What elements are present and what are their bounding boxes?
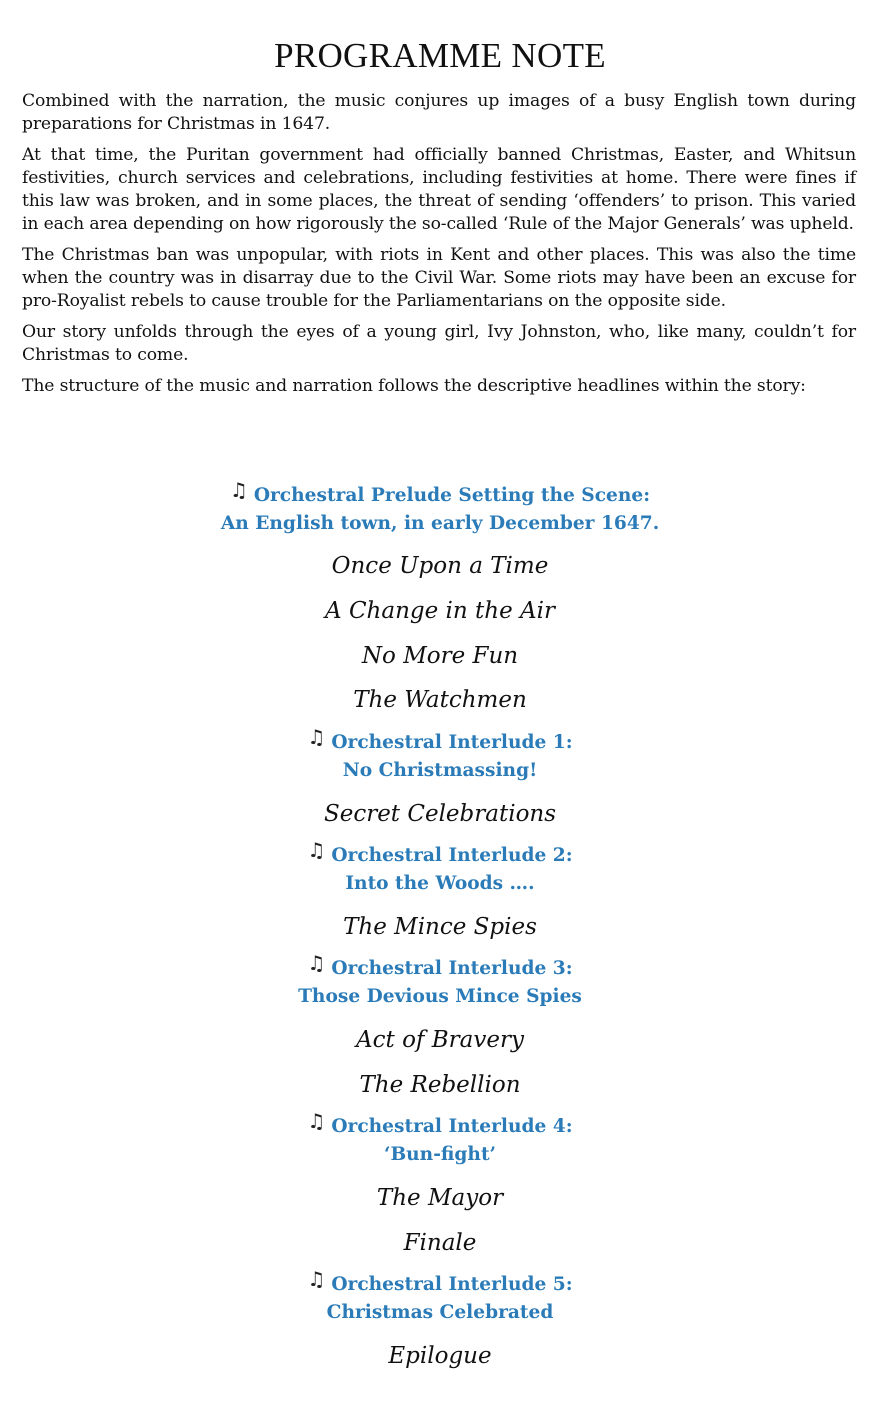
story-heading: A Change in the Air — [325, 598, 555, 624]
orchestral-title: Orchestral Interlude 2: — [331, 845, 573, 866]
orchestral-title: Orchestral Interlude 5: — [331, 1274, 573, 1295]
story-heading: Act of Bravery — [356, 1027, 524, 1053]
orchestral-subtitle: No Christmassing! — [342, 760, 538, 781]
paragraph: The structure of the music and narration follows the descriptive headlines within the story: — [22, 376, 806, 396]
orchestral-interlude — [0, 1111, 880, 1169]
orchestral-interlude — [0, 840, 880, 898]
story-heading: No More Fun — [361, 643, 519, 669]
orchestral-interlude — [0, 953, 880, 1011]
story-heading: The Mince Spies — [343, 914, 537, 940]
musical-note-icon: ♫ — [307, 725, 326, 749]
musical-note-icon: ♫ — [229, 478, 248, 502]
orchestral-interlude — [0, 1269, 880, 1327]
story-heading: The Rebellion — [359, 1072, 521, 1098]
paragraph: Combined with the narration, the music conjures up images of a busy English town during preparations for Christmas in 1647. — [22, 91, 856, 134]
story-heading: Finale — [403, 1230, 477, 1256]
orchestral-title: Orchestral Interlude 4: — [331, 1116, 573, 1137]
orchestral-interlude — [0, 727, 880, 785]
orchestral-subtitle: Into the Woods …. — [345, 873, 535, 894]
musical-note-icon: ♫ — [307, 1109, 326, 1133]
orchestral-subtitle: ‘Bun-fight’ — [383, 1144, 497, 1165]
orchestral-subtitle: An English town, in early December 1647. — [220, 513, 660, 534]
story-heading: Secret Celebrations — [323, 801, 557, 827]
story-heading: Epilogue — [388, 1343, 492, 1369]
paragraph: The Christmas ban was unpopular, with riots in Kent and other places. This was also the time when the country was in disarray due to the Civil War. Some riots may have been an excuse for pro-Royalist rebels to cause trouble for the Parliamentarians on the opposite side. — [22, 245, 856, 311]
story-heading: The Mayor — [376, 1185, 504, 1211]
story-heading: The Watchmen — [353, 687, 527, 713]
orchestral-title: Orchestral Interlude 1: — [331, 732, 573, 753]
story-heading: Once Upon a Time — [331, 553, 549, 579]
paragraph: At that time, the Puritan government had officially banned Christmas, Easter, and Whitsun festivities, church services and celebrations, including festivities at home. There were fines if this law was broken, and in some places, the threat of sending ‘offenders’ to prison. This varied in each area depending on how rigorously the so-called ‘Rule of the Major Generals’ was upheld. — [22, 145, 856, 234]
musical-note-icon: ♫ — [307, 838, 326, 862]
paragraph: Our story unfolds through the eyes of a young girl, Ivy Johnston, who, like many, couldn’t for Christmas to come. — [22, 322, 856, 365]
orchestral-subtitle: Those Devious Mince Spies — [298, 986, 582, 1007]
orchestral-title: Orchestral Interlude 3: — [331, 958, 573, 979]
musical-note-icon: ♫ — [307, 1267, 326, 1291]
orchestral-title: Orchestral Prelude Setting the Scene: — [253, 485, 651, 506]
intro-text — [22, 90, 856, 398]
orchestral-subtitle: Christmas Celebrated — [326, 1302, 554, 1323]
orchestral-prelude — [0, 480, 880, 538]
page-title: PROGRAMME NOTE — [274, 36, 606, 75]
musical-note-icon: ♫ — [307, 951, 326, 975]
